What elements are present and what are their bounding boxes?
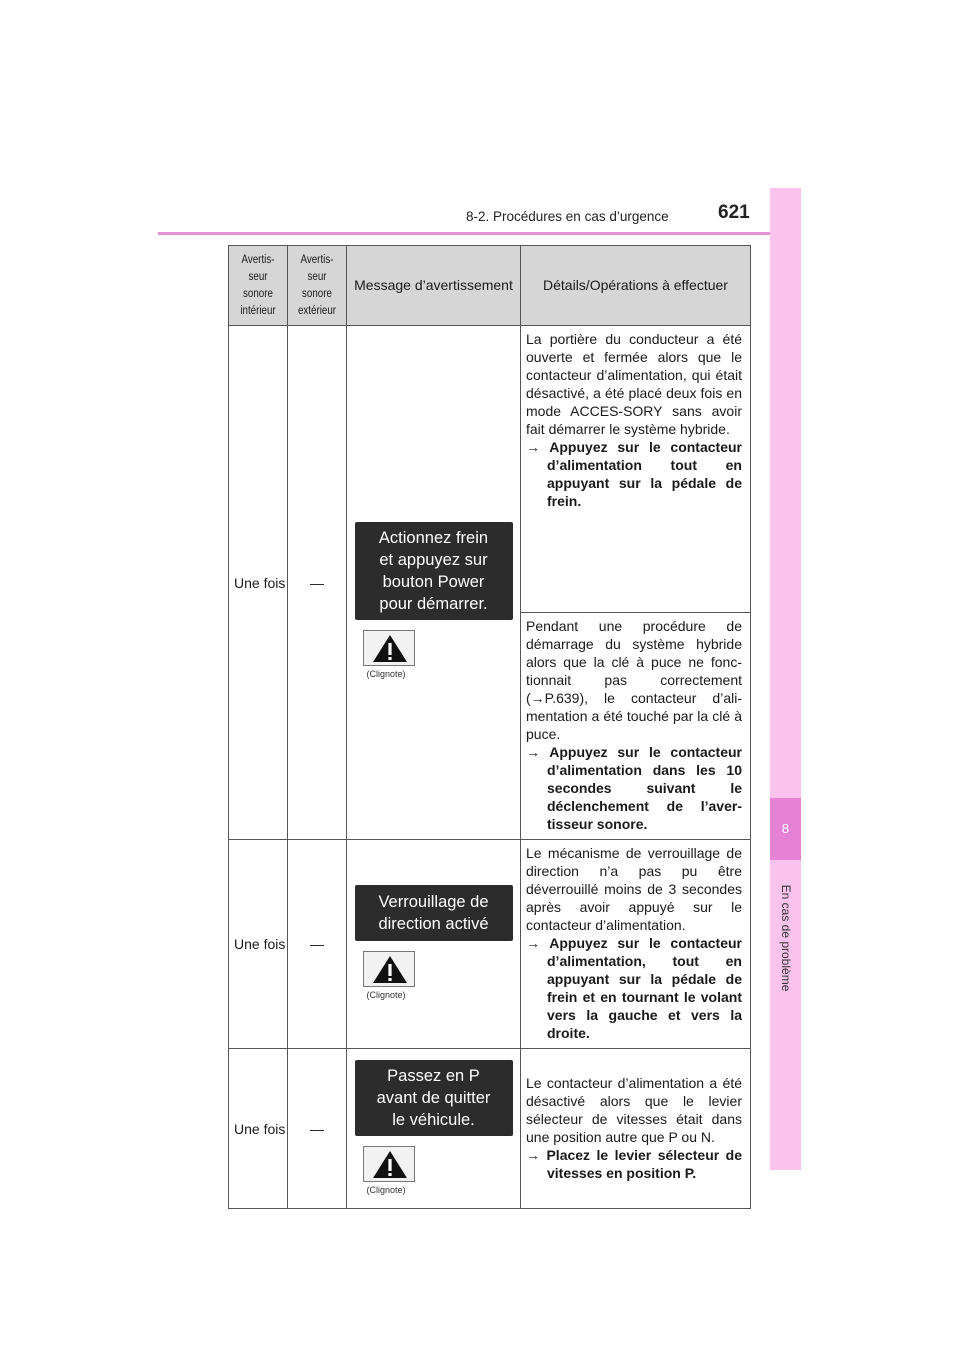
exterior-buzzer-cell: — bbox=[288, 840, 347, 1049]
details-text: Le contacteur d’alimentation a été désactivé alors que le levier sélecteur de vitesses était dans une position autre que P ou N. bbox=[526, 1074, 742, 1145]
warning-display bbox=[355, 1060, 513, 1136]
warning-message-cell bbox=[347, 1049, 521, 1209]
table-row bbox=[229, 1049, 751, 1209]
display-line: avant de quitter bbox=[376, 1088, 491, 1107]
warning-display bbox=[355, 522, 513, 620]
table-header-row bbox=[229, 246, 751, 326]
action-instruction: → Appuyez sur le contacteur d’alimentation, tout en appuyant sur la pédale de frein et en tournant le volant vers la gauche et vers la droite. bbox=[526, 935, 742, 1041]
header-exterior-buzzer bbox=[288, 246, 347, 326]
details-text: Pendant une procédure de démarrage du système hybride alors que la clé à puce ne fonc-tionnait pas correctement (→P.639), le contacteur d’ali-mentation a été touché par la clé à puce. bbox=[526, 618, 742, 742]
table-row bbox=[229, 326, 751, 613]
interior-buzzer-cell: Une fois bbox=[229, 840, 288, 1049]
display-line: bouton Power bbox=[382, 572, 485, 591]
action-instruction: → Appuyez sur le contacteur d’alimentation tout en appuyant sur la pédale de frein. bbox=[526, 439, 742, 509]
exterior-buzzer-cell: — bbox=[288, 326, 347, 840]
action-instruction: → Appuyez sur le contacteur d’alimentation dans les 10 secondes suivant le déclenchement de l’aver-tisseur sonore. bbox=[526, 744, 742, 832]
warning-message-cell bbox=[347, 326, 521, 840]
details-cell bbox=[521, 840, 751, 1049]
details-cell bbox=[521, 613, 751, 840]
header-message bbox=[347, 246, 521, 326]
master-warning-icon bbox=[363, 630, 415, 666]
header-exterior-text: Avertis-seur sonore extérieur bbox=[297, 253, 337, 317]
chapter-number: 8 bbox=[770, 798, 801, 860]
chapter-title-text: En cas de problème bbox=[779, 884, 793, 991]
header-interior-text: Avertis-seur sonore intérieur bbox=[240, 253, 276, 317]
display-line: Verrouillage de bbox=[378, 893, 489, 911]
section-title: 8-2. Procédures en cas d’urgence bbox=[466, 209, 669, 224]
page-number: 621 bbox=[718, 202, 750, 223]
chapter-title bbox=[772, 875, 800, 1000]
table-row bbox=[229, 840, 751, 1049]
warning-message-cell bbox=[347, 840, 521, 1049]
blink-label: (Clignote) bbox=[366, 990, 406, 1000]
warning-display bbox=[355, 885, 513, 941]
header-interior-buzzer bbox=[229, 246, 288, 326]
header-rule bbox=[158, 232, 801, 235]
action-instruction: → Placez le levier sélecteur de vitesses en position P. bbox=[526, 1146, 742, 1181]
interior-buzzer-cell: Une fois bbox=[229, 1049, 288, 1209]
exterior-buzzer-cell: — bbox=[288, 1049, 347, 1209]
details-cell bbox=[521, 1049, 751, 1209]
warning-table bbox=[228, 245, 751, 1209]
blink-label: (Clignote) bbox=[366, 668, 406, 679]
interior-buzzer-cell: Une fois bbox=[229, 326, 288, 840]
blink-label: (Clignote) bbox=[366, 1184, 406, 1195]
display-line: Passez en P bbox=[387, 1066, 480, 1085]
details-text: La portière du conducteur a été ouverte et fermée alors que le contacteur d’alimentation, qui était désactivé, a été placé deux fois en mode ACCES-SORY sans avoir fait démarrer le système hybride. bbox=[526, 331, 742, 437]
header-message-text: Message d’avertissement bbox=[354, 277, 513, 293]
header-details bbox=[521, 246, 751, 326]
display-line: et appuyez sur bbox=[379, 550, 488, 569]
details-text: Le mécanisme de verrouillage de direction n’a pas pu être déverrouillé moins de 3 secondes après avoir appuyé sur le contacteur d’alimentation. bbox=[526, 845, 742, 933]
display-line: Actionnez frein bbox=[378, 528, 489, 547]
display-line: le véhicule. bbox=[392, 1110, 475, 1129]
display-line: direction activé bbox=[378, 915, 489, 933]
chapter-side-tab bbox=[770, 188, 801, 1170]
header-details-text: Détails/Opérations à effectuer bbox=[543, 277, 728, 293]
master-warning-icon bbox=[363, 1146, 415, 1182]
details-cell bbox=[521, 326, 751, 613]
display-line: pour démarrer. bbox=[379, 594, 488, 613]
master-warning-icon bbox=[363, 951, 415, 987]
